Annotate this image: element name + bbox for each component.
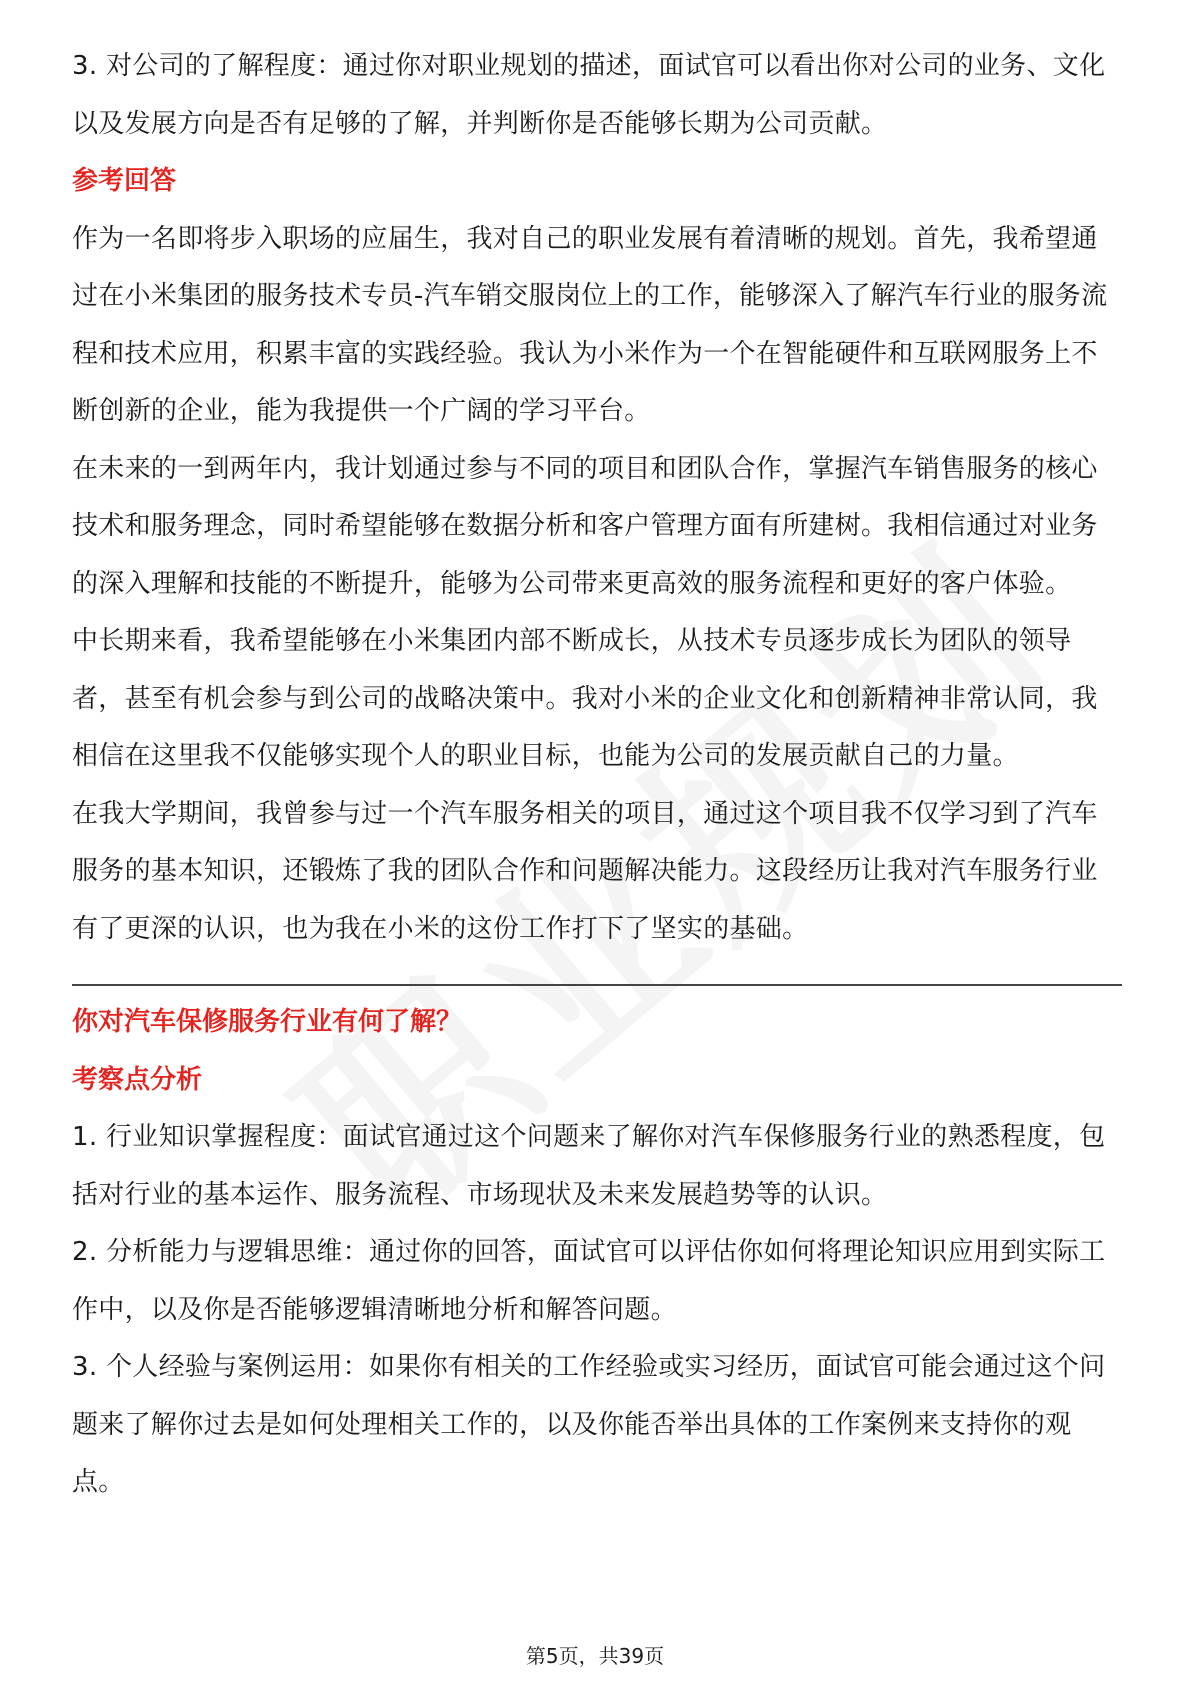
page-number: 第5页，共39页: [525, 1644, 665, 1668]
answer-paragraph: 作为一名即将步入职场的应届生，我对自己的职业发展有着清晰的规划。首先，我希望通过在小米集团的服务技术专员-汽车销交服岗位上的工作，能够深入了解汽车行业的服务流程和技术应用，积累丰富的实践经验。我认为小米作为一个在智能硬件和互联网服务上不断创新的企业，能为我提供一个广阔的学习平台。: [72, 223, 1108, 426]
answer-paragraph: 中长期来看，我希望能够在小米集团内部不断成长，从技术专员逐步成长为团队的领导者，甚至有机会参与到公司的战略决策中。我对小米的企业文化和创新精神非常认同，我相信在这里我不仅能够实现个人的职业目标，也能为公司的发展贡献自己的力量。: [72, 626, 1098, 771]
analysis-item: 1. 行业知识掌握程度：面试官通过这个问题来了解你对汽车保修服务行业的熟悉程度，包括对行业的基本运作、服务流程、市场现状及未来发展趋势等的认识。: [72, 1122, 1106, 1210]
document-page: [72, 38, 1122, 1512]
answer-paragraph: 在未来的一到两年内，我计划通过参与不同的项目和团队合作，掌握汽车销售服务的核心技术和服务理念，同时希望能够在数据分析和客户管理方面有所建树。我相信通过对业务的深入理解和技能的不断提升，能够为公司带来更高效的服务流程和更好的客户体验。: [72, 453, 1098, 599]
analysis-item: 3. 个人经验与案例运用：如果你有相关的工作经验或实习经历，面试官可能会通过这个问题来了解你过去是如何处理相关工作的，以及你能否举出具体的工作案例来支持你的观点。: [72, 1352, 1106, 1497]
analysis-item: 2. 分析能力与逻辑思维：通过你的回答，面试官可以评估你如何将理论知识应用到实际工作中，以及你是否能够逻辑清晰地分析和解答问题。: [72, 1237, 1106, 1325]
question-heading: 你对汽车保修服务行业有何了解？: [72, 1007, 463, 1037]
answer-heading: 参考回答: [72, 166, 177, 196]
answer-paragraph: 在我大学期间，我曾参与过一个汽车服务相关的项目，通过这个项目我不仅学习到了汽车服务的基本知识，还锻炼了我的团队合作和问题解决能力。这段经历让我对汽车服务行业有了更深的认识，也为我在小米的这份工作打下了坚实的基础。: [72, 798, 1098, 944]
analysis-heading: 考察点分析: [72, 1064, 203, 1095]
top-analysis-item-3: 3. 对公司的了解程度：通过你对职业规划的描述，面试官可以看出你对公司的业务、文化以及发展方向是否有足够的了解，并判断你是否能够长期为公司贡献。: [72, 51, 1106, 139]
section-divider: [72, 984, 1122, 986]
